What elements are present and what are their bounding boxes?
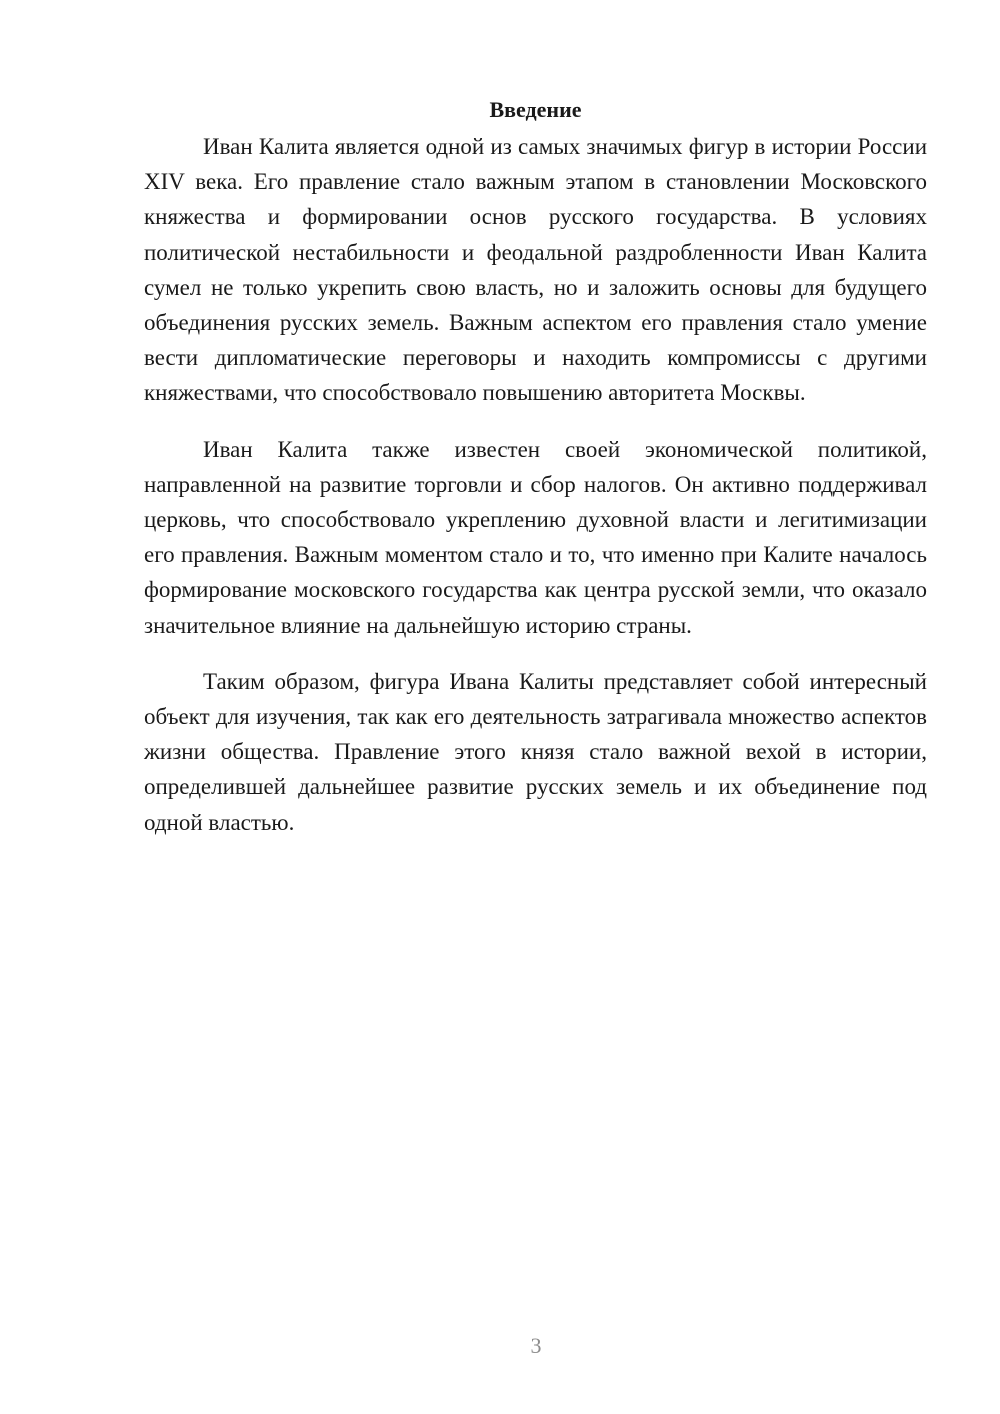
paragraph-1: Иван Калита является одной из самых значимых фигур в истории России XIV века. Его правление стало важным этапом в становлении Московского княжества и формировании основ русского государства. В условиях политической нестабильности и феодальной раздробленности Иван Калита сумел не только укрепить свою власть, но и заложить основы для будущего объединения русских земель. Важным аспектом его правления стало умение вести дипломатические переговоры и находить компромиссы с другими княжествами, что способствовало повышению авторитета Москвы.: [144, 134, 927, 406]
section-title: Введение: [489, 97, 582, 122]
page-body: [144, 92, 927, 840]
paragraph-3: Таким образом, фигура Ивана Калиты представляет собой интересный объект для изучения, так как его деятельность затрагивала множество аспектов жизни общества. Правление этого князя стало важной вехой в истории, определившей дальнейшее развитие русских земель и их объединение под одной властью.: [144, 668, 927, 835]
page-number: 3: [530, 1333, 542, 1358]
paragraph-2: Иван Калита также известен своей экономической политикой, направленной на развитие торговли и сбор налогов. Он активно поддерживал церковь, что способствовало укреплению духовной власти и легитимизации его правления. Важным моментом стало и то, что именно при Калите началось формирование московского государства как центра русской земли, что оказало значительное влияние на дальнейшую историю страны.: [144, 436, 927, 638]
